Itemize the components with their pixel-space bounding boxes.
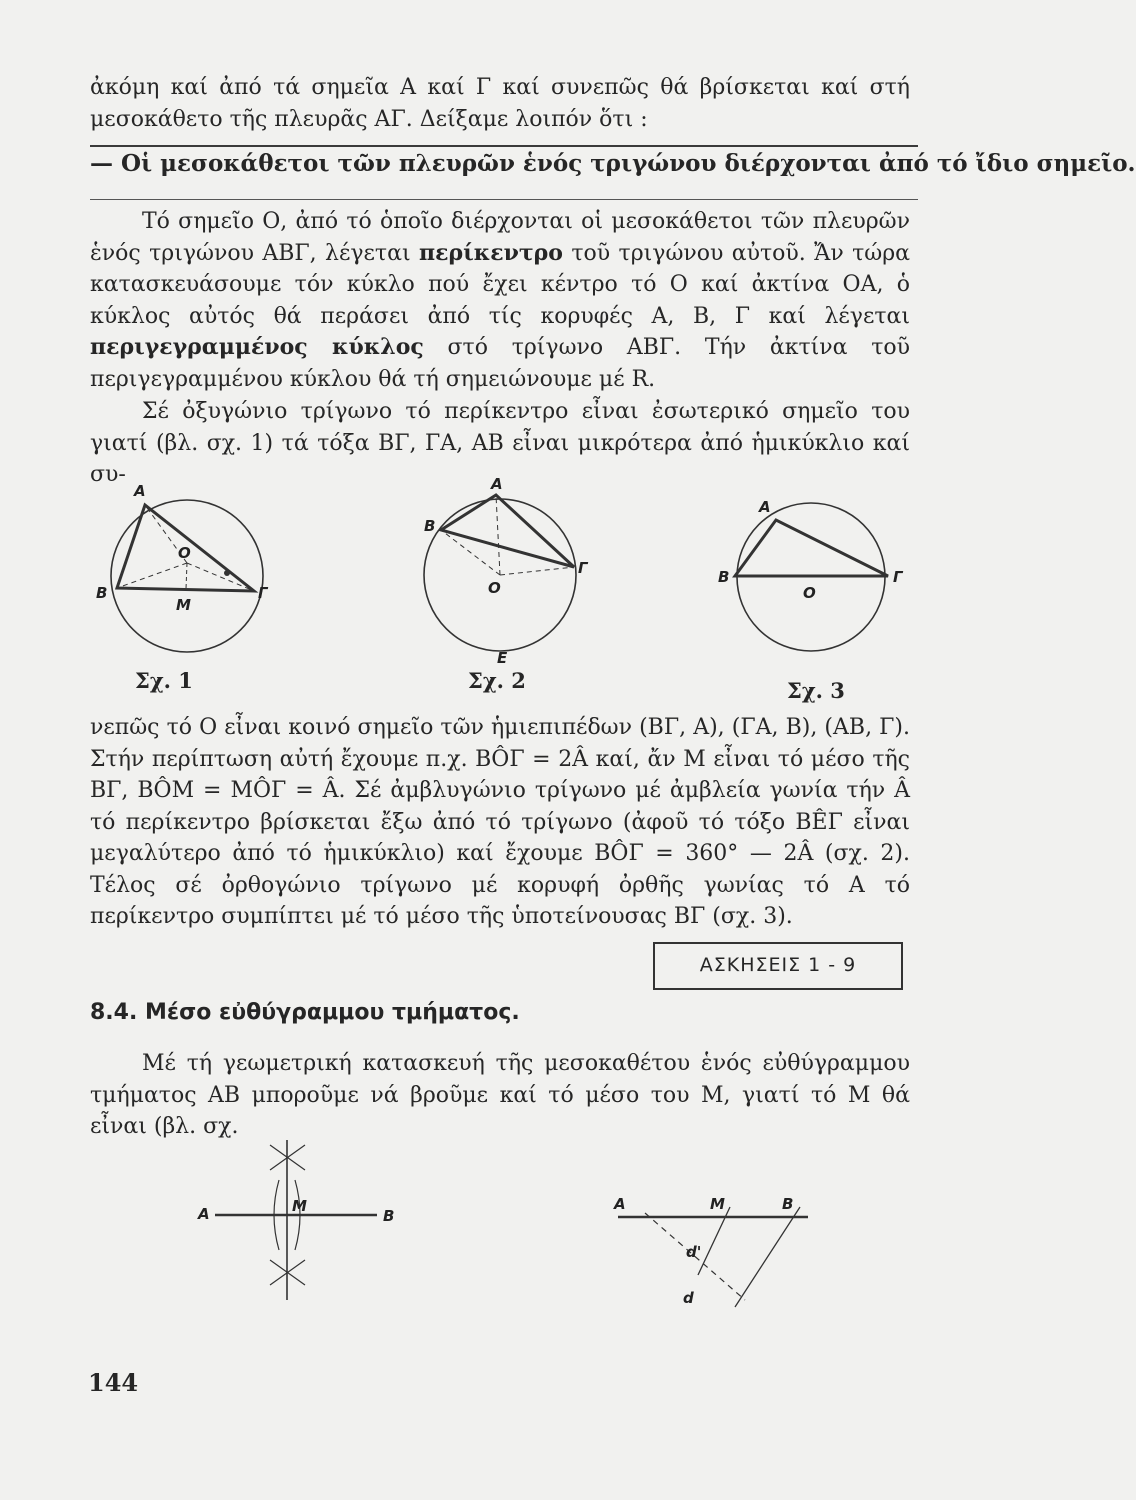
fig4-label-A: A	[198, 1205, 210, 1223]
para2-text-1: Τό σημεῖο Ο, ἀπό τό ὁποῖο διέρχονται οἱ μεσοκάθετοι τῶν πλευρῶν ἑνός τριγώνου ΑΒΓ, λέγεται	[90, 209, 910, 266]
section-number: 8.4.	[90, 1000, 138, 1025]
figure-bisector-construction	[195, 1135, 405, 1305]
fig1-label-O: O	[178, 544, 191, 562]
fig2-label-A: A	[491, 475, 503, 493]
paragraph-midpoint: Μέ τή γεωμετρική κατασκευή τῆς μεσοκαθέτου ἑνός εὐθύγραμμου τμήματος ΑΒ μποροῦμε νά βροῦμε καί τό μέσο του Μ, γιατί τό Μ θά εἶναι (βλ. σχ.	[90, 1051, 910, 1139]
paragraph-acute: Σέ ὀξυγώνιο τρίγωνο τό περίκεντρο εἶναι ἐσωτερικό σημεῖο του γιατί (βλ. σχ. 1) τά τόξα ΒΓ, ΓΑ, ΑΒ εἶναι μικρότερα ἀπό ἡμικύκλιο καί συ-	[90, 399, 910, 487]
fig2-label-E: E	[497, 649, 508, 667]
fig3-label-A: A	[759, 498, 771, 516]
fig3-label-O: O	[803, 584, 816, 602]
fig1-label-M: M	[176, 596, 191, 614]
fig5-label-d: d	[683, 1289, 694, 1307]
fig1-label-Gamma: Γ	[258, 584, 268, 602]
term-circumcenter: περίκεντρο	[418, 239, 563, 266]
figure-2-caption: Σχ. 2	[468, 668, 526, 693]
para2-text-2: τοῦ τριγώνου αὐτοῦ. Ἄν τώρα κατασκευάσουμε τόν κύκλο πού ἔχει κέντρο τό Ο καί ἀκτίνα ΟΑ, ὁ κύκλος αὐτός θά περάσει ἀπό τίς κορυφές Α, Β, Γ καί λέγεται	[90, 240, 910, 329]
figure-1-acute-triangle	[90, 480, 280, 670]
fig5-label-B: B	[782, 1195, 794, 1213]
fig5-label-M: M	[710, 1195, 725, 1213]
page-number: 144	[88, 1368, 139, 1397]
fig3-label-Gamma: Γ	[893, 568, 903, 586]
theorem-statement: — Οἱ μεσοκάθετοι τῶν πλευρῶν ἑνός τριγώνου διέρχονται ἀπό τό ἴδιο σημεῖο.	[90, 150, 1136, 177]
term-circumscribed-circle: περιγεγραμμένος κύκλος	[90, 334, 424, 360]
paragraph-circumcenter	[90, 206, 910, 395]
paragraph-intro: ἀκόμη καί ἀπό τά σημεῖα Α καί Γ καί συνεπῶς θά βρίσκεται καί στή μεσοκάθετο τῆς πλευρᾶς ΑΓ. Δείξαμε λοιπόν ὅτι :	[90, 75, 910, 132]
fig2-label-B: B	[424, 517, 436, 535]
figure-1-caption: Σχ. 1	[135, 668, 193, 693]
fig5-label-A: A	[614, 1195, 626, 1213]
fig1-label-A: A	[134, 482, 146, 500]
para2-text-3: στό τρίγωνο ΑΒΓ. Τήν ἀκτίνα τοῦ περιγεγραμμένου κύκλου θά τή σημειώνουμε μέ R.	[90, 335, 911, 392]
fig5-label-d-prime: d'	[686, 1243, 702, 1261]
theorem-bottom-rule	[90, 199, 918, 200]
section-title: Μέσο εὐθύγραμμου τμήματος.	[145, 1000, 520, 1025]
fig2-label-Gamma: Γ	[578, 559, 588, 577]
figure-midpoint-parallels	[610, 1195, 830, 1325]
fig4-label-M: M	[292, 1197, 307, 1215]
fig4-label-B: B	[383, 1207, 395, 1225]
fig2-label-O: O	[488, 579, 501, 597]
theorem-top-rule	[90, 145, 918, 147]
fig3-label-B: B	[718, 568, 730, 586]
fig1-label-B: B	[96, 584, 108, 602]
paragraph-cases: νεπῶς τό Ο εἶναι κοινό σημεῖο τῶν ἡμιεπιπέδων (ΒΓ, Α), (ΓΑ, Β), (ΑΒ, Γ). Στήν περίπτωση αὐτή ἔχουμε π.χ. ΒÔΓ = 2Â καί, ἄν Μ εἶναι τό μέσο τῆς ΒΓ, ΒÔΜ = ΜÔΓ = Â. Σέ ἀμβλυγώνιο τρίγωνο μέ ἀμβλεία γωνία τήν Â τό περίκεντρο βρίσκεται ἔξω ἀπό τό τρίγωνο (ἀφοῦ τό τόξο ΒÊΓ εἶναι μεγαλύτερο ἀπό τό ἡμικύκλιο) καί ἔχουμε ΒÔΓ = 360° — 2Â (σχ. 2). Τέλος σέ ὀρθογώνιο τρίγωνο μέ κορυφή ὀρθῆς γωνίας τό Α τό περίκεντρο συμπίπτει μέ τό μέσο τῆς ὑποτείνουσας ΒΓ (σχ. 3).	[90, 715, 910, 929]
figure-2-obtuse-triangle	[420, 475, 595, 675]
section-heading	[90, 1000, 520, 1025]
exercises-box[interactable]: ΑΣΚΗΣΕΙΣ 1 - 9	[653, 942, 903, 990]
figure-3-right-triangle	[715, 490, 915, 660]
figure-3-caption: Σχ. 3	[787, 678, 845, 703]
